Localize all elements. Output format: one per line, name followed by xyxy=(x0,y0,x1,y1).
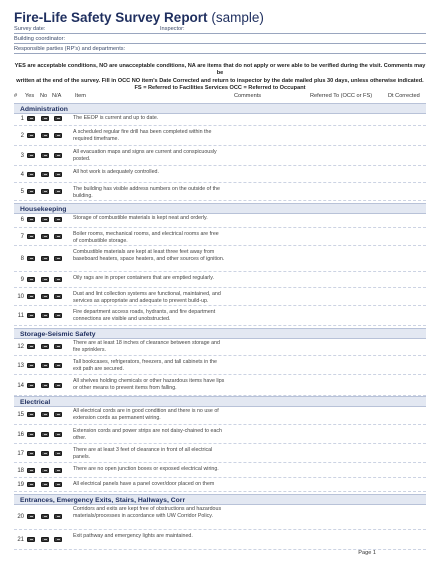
checkbox-yes[interactable] xyxy=(27,482,35,487)
row-number: 15 xyxy=(17,411,24,418)
row-number: 2 xyxy=(20,132,24,139)
checkbox-na[interactable] xyxy=(54,277,62,282)
checkbox-no[interactable] xyxy=(41,133,49,138)
checkbox-no[interactable] xyxy=(41,537,49,542)
column-header-num: # xyxy=(14,93,18,99)
survey-row xyxy=(14,444,426,463)
checkbox-no[interactable] xyxy=(41,116,49,121)
checkbox-na[interactable] xyxy=(54,412,62,417)
item-text-line: Tall bookcases, refrigerators, freezers, and tall cabinets in the xyxy=(73,359,217,365)
column-header-no: No xyxy=(40,93,48,99)
survey-row xyxy=(14,246,426,272)
survey-row xyxy=(14,503,426,530)
checkbox-no[interactable] xyxy=(41,363,49,368)
checkbox-yes[interactable] xyxy=(27,116,35,121)
item-text-line: of combustible storage. xyxy=(73,238,128,245)
checkbox-na[interactable] xyxy=(54,432,62,437)
row-number: 12 xyxy=(17,343,24,350)
row-number: 9 xyxy=(20,276,24,283)
item-text-line: materials/processes in accordance with UW Corridor Policy. xyxy=(73,513,214,520)
item-text-line: fire sprinklers. xyxy=(73,347,106,354)
row-number: 1 xyxy=(20,115,24,122)
checkbox-na[interactable] xyxy=(54,482,62,487)
checkbox-yes[interactable] xyxy=(27,172,35,177)
checkbox-no[interactable] xyxy=(41,412,49,417)
section-title: Housekeeping xyxy=(20,205,67,213)
checkbox-na[interactable] xyxy=(54,537,62,542)
item-text-line: baseboard heaters, space heaters, and other sources of ignition. xyxy=(73,256,225,263)
checkbox-no[interactable] xyxy=(41,234,49,239)
survey-row xyxy=(14,478,426,492)
report-title xyxy=(14,10,264,25)
checkbox-na[interactable] xyxy=(54,189,62,194)
item-text-line: All electrical panels have a panel cover/door placed on them xyxy=(73,481,215,487)
column-header-yes: Yes xyxy=(25,93,35,99)
checkbox-no[interactable] xyxy=(41,482,49,487)
survey-row xyxy=(14,126,426,146)
item-text-line: or other means to prevent items from falling. xyxy=(73,385,177,392)
item-text-line: There are at least 18 inches of clearance between storage and xyxy=(73,340,220,346)
checkbox-na[interactable] xyxy=(54,468,62,473)
item-text-line: services as appropriate and adequate to prevent build-up. xyxy=(73,298,209,305)
checkbox-no[interactable] xyxy=(41,313,49,318)
checkbox-yes[interactable] xyxy=(27,363,35,368)
item-text xyxy=(73,275,233,282)
row-number: 17 xyxy=(17,450,24,457)
row-number: 13 xyxy=(17,362,24,369)
survey-row xyxy=(14,112,426,126)
row-number: 10 xyxy=(17,293,24,300)
item-text xyxy=(73,378,233,392)
item-text-line: posted. xyxy=(73,156,91,163)
checkbox-na[interactable] xyxy=(54,383,62,388)
checkbox-no[interactable] xyxy=(41,256,49,261)
checkbox-yes[interactable] xyxy=(27,313,35,318)
item-text-line: Corridors and exits are kept free of obstructions and hazardous xyxy=(73,506,222,512)
checkbox-yes[interactable] xyxy=(27,468,35,473)
column-header-referred: Referred To (OCC or FS) xyxy=(310,93,373,99)
item-text-line: All evacuation maps and signs are current and conspicuously xyxy=(73,149,217,155)
checkbox-na[interactable] xyxy=(54,514,62,519)
item-text xyxy=(73,506,233,520)
checkbox-yes[interactable] xyxy=(27,514,35,519)
item-text xyxy=(73,408,233,422)
section-title: Electrical xyxy=(20,398,51,406)
survey-row xyxy=(14,530,426,550)
survey-row xyxy=(14,146,426,166)
item-text xyxy=(73,215,233,222)
survey-row xyxy=(14,183,426,201)
header-divider xyxy=(14,53,426,54)
item-text xyxy=(73,231,233,245)
checkbox-no[interactable] xyxy=(41,451,49,456)
item-text xyxy=(73,186,233,200)
row-number: 3 xyxy=(20,152,24,159)
checkbox-yes[interactable] xyxy=(27,133,35,138)
section-title: Administration xyxy=(20,105,68,113)
checkbox-yes[interactable] xyxy=(27,537,35,542)
row-number: 18 xyxy=(17,467,24,474)
checkbox-no[interactable] xyxy=(41,344,49,349)
item-text-line: Combustible materials are kept at least three feet away from xyxy=(73,249,215,255)
checkbox-yes[interactable] xyxy=(27,383,35,388)
survey-row xyxy=(14,166,426,183)
survey-row xyxy=(14,405,426,425)
item-text-line: required timeframe. xyxy=(73,136,119,143)
checkbox-na[interactable] xyxy=(54,133,62,138)
survey-row xyxy=(14,228,426,246)
survey-row xyxy=(14,272,426,288)
item-text xyxy=(73,129,233,143)
row-number: 21 xyxy=(17,536,24,543)
column-header-na: N/A xyxy=(52,93,62,99)
item-text-line: Dust and lint collection systems are functional, maintained, and xyxy=(73,291,221,297)
item-text xyxy=(73,466,233,473)
row-number: 11 xyxy=(17,312,24,319)
item-text xyxy=(73,115,233,122)
checkbox-yes[interactable] xyxy=(27,412,35,417)
survey-date-label: Survey date: xyxy=(14,26,46,32)
item-text-line: Storage of combustible materials is kept neat and orderly. xyxy=(73,215,208,221)
survey-row xyxy=(14,463,426,478)
instructions-line: written at the end of the survey. Fill in OCC NO item's Date Corrected and return to inspector by the date mailed plus 30 days, unless otherwise indicated. xyxy=(16,77,424,84)
checkbox-no[interactable] xyxy=(41,514,49,519)
item-text-line: other. xyxy=(73,435,87,442)
item-text xyxy=(73,340,233,354)
checkbox-yes[interactable] xyxy=(27,217,35,222)
row-number: 19 xyxy=(17,481,24,488)
header-divider xyxy=(14,43,426,44)
responsible-parties-label: Responsible parties (RP's) and departments: xyxy=(14,46,126,52)
building-coordinator-label: Building coordinator: xyxy=(14,36,65,42)
item-text xyxy=(73,249,233,263)
column-header-date-corrected: Dt Corrected xyxy=(388,93,420,99)
item-text xyxy=(73,309,233,323)
item-text-line: panels. xyxy=(73,454,91,461)
section-title: Entrances, Emergency Exits, Stairs, Hallways, Corr xyxy=(20,496,186,504)
item-text-line: There are no open junction boxes or exposed electrical wiring. xyxy=(73,466,219,472)
item-text-line: building. xyxy=(73,193,93,200)
item-text-line: The EEOP is current and up to date. xyxy=(73,115,159,121)
survey-row xyxy=(14,337,426,356)
checkbox-no[interactable] xyxy=(41,468,49,473)
checkbox-na[interactable] xyxy=(54,172,62,177)
item-text xyxy=(73,447,233,461)
item-text-line: exit path are secured. xyxy=(73,366,124,373)
checkbox-na[interactable] xyxy=(54,116,62,121)
instructions-line: YES are acceptable conditions, NO are unacceptable conditions, NA are items that do not apply or were able to be verified during the visit. Comments may be xyxy=(14,63,426,77)
survey-row xyxy=(14,375,426,396)
checkbox-yes[interactable] xyxy=(27,234,35,239)
checkbox-yes[interactable] xyxy=(27,256,35,261)
item-text xyxy=(73,428,233,442)
checkbox-na[interactable] xyxy=(54,256,62,261)
row-number: 5 xyxy=(20,188,24,195)
column-header-comments: Comments xyxy=(234,93,262,99)
survey-row xyxy=(14,356,426,375)
row-number: 8 xyxy=(20,255,24,262)
survey-row xyxy=(14,425,426,444)
survey-row xyxy=(14,288,426,306)
instructions xyxy=(14,63,426,93)
checkbox-yes[interactable] xyxy=(27,153,35,158)
checkbox-yes[interactable] xyxy=(27,432,35,437)
checkbox-no[interactable] xyxy=(41,217,49,222)
item-text-line: There are at least 3 feet of clearance in front of all electrical xyxy=(73,447,213,453)
instructions-line: FS = Referred to Facilities Services OCC = Referred to Occupant xyxy=(134,85,306,92)
checkbox-na[interactable] xyxy=(54,313,62,318)
row-number: 20 xyxy=(17,513,24,520)
checkbox-na[interactable] xyxy=(54,234,62,239)
section-title: Storage-Seismic Safety xyxy=(20,330,96,338)
checkbox-na[interactable] xyxy=(54,217,62,222)
checkbox-na[interactable] xyxy=(54,294,62,299)
item-text-line: The building has visible address numbers on the outside of the xyxy=(73,186,220,192)
survey-row xyxy=(14,212,426,228)
item-text xyxy=(73,291,233,305)
checkbox-na[interactable] xyxy=(54,363,62,368)
row-number: 7 xyxy=(20,233,24,240)
item-text-line: Boiler rooms, mechanical rooms, and electrical rooms are free xyxy=(73,231,219,237)
report-title-main: Fire-Life Safety Survey Report xyxy=(14,10,208,25)
item-text-line: All electrical cords are in good condition and there is no use of xyxy=(73,408,219,414)
checkbox-yes[interactable] xyxy=(27,451,35,456)
item-text xyxy=(73,149,233,163)
checkbox-yes[interactable] xyxy=(27,277,35,282)
header-divider xyxy=(14,33,426,34)
survey-row xyxy=(14,306,426,326)
row-number: 4 xyxy=(20,171,24,178)
checkbox-na[interactable] xyxy=(54,153,62,158)
inspector-label: Inspector: xyxy=(160,26,185,32)
checkbox-no[interactable] xyxy=(41,172,49,177)
item-text xyxy=(73,169,233,176)
column-header-item: Item xyxy=(75,93,86,99)
item-text-line: All hot work is adequately controlled. xyxy=(73,169,159,175)
checkbox-no[interactable] xyxy=(41,294,49,299)
row-number: 14 xyxy=(17,382,24,389)
row-number: 16 xyxy=(17,431,24,438)
checkbox-yes[interactable] xyxy=(27,294,35,299)
item-text xyxy=(73,533,233,540)
checkbox-no[interactable] xyxy=(41,153,49,158)
checkbox-na[interactable] xyxy=(54,344,62,349)
report-title-sub: (sample) xyxy=(211,10,264,25)
item-text xyxy=(73,481,233,488)
checkbox-na[interactable] xyxy=(54,451,62,456)
checkbox-no[interactable] xyxy=(41,189,49,194)
checkbox-yes[interactable] xyxy=(27,189,35,194)
checkbox-no[interactable] xyxy=(41,432,49,437)
page-number: Page 1 xyxy=(358,550,376,556)
item-text-line: All shelves holding chemicals or other hazardous items have lips xyxy=(73,378,225,384)
checkbox-no[interactable] xyxy=(41,383,49,388)
item-text-line: Exit pathway and emergency lights are maintained. xyxy=(73,533,193,539)
item-text-line: Extension cords and power strips are not daisy-chained to each xyxy=(73,428,222,434)
item-text-line: Fire department access roads, hydrants, and fire department xyxy=(73,309,216,315)
item-text xyxy=(73,359,233,373)
item-text-line: Oily rags are in proper containers that are emptied regularly. xyxy=(73,275,214,281)
checkbox-yes[interactable] xyxy=(27,344,35,349)
item-text-line: connections are visible and unobstructed. xyxy=(73,316,171,323)
row-number: 6 xyxy=(20,216,24,223)
checkbox-no[interactable] xyxy=(41,277,49,282)
item-text-line: A scheduled regular fire drill has been completed within the xyxy=(73,129,212,135)
item-text-line: extension cords as permanent wiring. xyxy=(73,415,161,422)
